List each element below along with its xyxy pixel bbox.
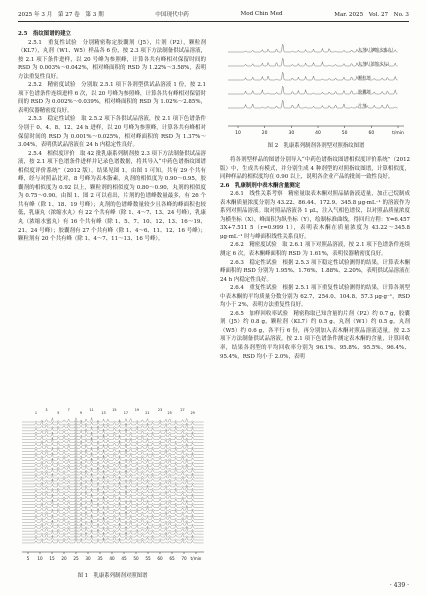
right-column [220,156,410,361]
x-tick-label: 35 [97,556,103,561]
x-tick-label: 65 [169,556,175,561]
x-tick-label: 50 [133,556,139,561]
x-tick-label: 20 [61,556,67,561]
x-tick-label: 40 [315,131,321,136]
chromatogram-trace [22,509,204,513]
paragraph-2-5-4: 2.5.4 相似度评价 取 42 批乳康系列制剂按 2.3 项下方法制备供试品溶液，按 2.1 项下色谱条件进样并记录色谱数据，将其导入“中药色谱指纹图谱相似度评价系统”（2012 版），结果见图 1。由图 1 可知，共有 29 个共有峰，经与对照品比对，8 号峰为表木脂素，丸剂的相似度为 0.90～0.95，胶囊剂的相似度为 0.92 以上，颗粒剂的相似度为 0.80～0.90，丸剂的相似度为 0.75～0.90。由图 1、图 2 可以看出，片剂的色谱峰数量最多，有 26 个共有峰（除 1、18、19 号峰）；丸剂的色谱峰数量较少且各峰的峰面积也较低，乳康丸（浓缩水丸）有 22 个共有峰（除 1、4～7、13、24 号峰），乳康丸（浓缩水蜜丸）有 16 个共有峰（除 1、5、7、10、12、13、16～19、21、24 号峰）；胶囊剂有 27 个共有峰（除 1、4～6、11、12、16 号峰）；颗粒剂有 20 个共有峰（除 1、4～7、11～13、16 号峰）。 [18,150,206,243]
chromatogram-trace [22,486,204,490]
x-tick-label: 15 [49,556,55,561]
figure-1-chromatograms [18,402,207,568]
peak-label: 9 [79,411,83,415]
series-label: 丸剂（浓缩水丸） [358,61,392,66]
peak-label: 7 [67,408,70,412]
chromatogram-trace [22,421,204,425]
section-heading-2-5: 2.5 指纹图谱的建立 [18,31,71,37]
paragraph-similarity: 将各剂型样品的图谱分别导入“中药色谱指纹图谱相似度评价系统”（2012 版）中，生成共有模式，并分别生成 4 种剂型的对照指纹图谱，计算相似度，同种样品的相似度均在 0.90 以上，说明各企业产品的批间一致性良好。 [220,157,410,181]
chromatogram-trace [22,438,204,442]
x-tick-label: 40 [109,556,115,561]
chromatogram-trace [22,418,204,422]
x-tick-label: 20 [261,131,268,136]
page-number: · 439 · [389,582,409,589]
paragraph-2-6-4: 2.6.4 重复性试验 根据 2.5.1 项下重复性试验测得的结果，计算各剂型中表木酮的平均质量分数分别为 62.7、254.0、104.8、57.3 μg·g⁻¹，RSD 均小于 2%，表明方法重复性良好。 [220,285,410,309]
header-journal-cn: 中国现代中药 [155,12,189,18]
chromatogram-trace [22,495,204,499]
series-label: 片剂 [358,103,367,108]
series-trace [228,86,398,94]
chromatogram-trace [22,491,204,495]
peak-label: 27 [180,408,185,412]
chromatogram-trace [22,479,204,483]
peak-label: 13 [101,411,106,415]
chromatogram-trace [22,521,204,525]
paragraph-2-5-2: 2.5.2 精密度试验 分别取 2.5.1 项下各剂型供试品溶液 1 份，按 2.1 项下色谱条件连续进样 6 次，以 20 号峰为参照峰，计算各共有峰相对保留时间的 RSD 为 0.002%～0.039%，相对峰面积的 RSD 为 1.02%～2.85%，表明仪器精密度良好。 [18,82,206,114]
series-trace [228,100,398,108]
left-column [18,30,206,244]
chromatogram-trace [22,424,204,428]
chromatogram-trace [22,483,204,487]
chromatogram-trace [22,515,204,519]
chromatogram-trace [22,530,204,534]
chromatogram-trace [22,524,204,528]
chromatogram-trace [22,444,204,448]
peak-label: 15 [112,408,117,412]
chromatogram-trace [22,471,204,475]
x-tick-label: 25 [73,556,79,561]
chromatogram-trace [22,450,204,454]
chromatogram-trace [22,500,204,504]
chromatogram-trace [22,462,204,466]
paragraph-2-6-1: 2.6.1 线性关系考察 精密量取表木酮对照品储备液适量，加正己烷制成表木酮质量浓度分别为 43.22、86.44、172.9、345.8 μg·mL⁻¹ 的溶液作为系列对照品溶液。取对照品溶液各 1 μL，注入气相色谱仪，以对照品质量浓度为横坐标（X），峰面积为纵坐标（Y），绘制标准曲线，得回归方程：Y=6.457 3X+7.511 5（r=0.999 1），表明表木酮在质量浓度为 43.22～345.8 μg·mL⁻¹ 时与峰面积线性关系良好。 [220,191,410,240]
peak-label: 5 [57,411,60,415]
header-issue-en: Mar. 2025 Vol. 27 No. 3 [334,12,409,18]
x-tick-label: 50 [341,131,348,136]
peak-label: 3 [45,408,48,412]
x-tick-label: 45 [121,556,127,561]
header-issue: 2025 年 3 月 第 27 卷 第 3 期 [18,12,104,18]
paragraph-2-6-2: 2.6.2 精密度试验 取 2.6.1 项下对照品溶液，按 2.1 项下色谱条件连续测定 6 次，表木酮峰面积的 RSD 为 1.61%，表明仪器精密度良好。 [220,242,410,258]
chromatogram-trace [22,506,204,510]
x-tick-label: 10 [37,556,43,561]
chromatogram-trace [22,503,204,507]
peak-label: 17 [123,411,129,415]
chromatogram-trace [22,536,204,540]
peak-label: 11 [89,408,94,412]
peak-label: 19 [134,408,140,412]
peak-label: 25 [167,411,172,415]
chromatogram-trace [22,453,204,457]
peak-label: 23 [157,408,163,412]
paragraph-2-6-3: 2.6.3 稳定性试验 根据 2.5.3 项下稳定性试验测得的结果，计算表木酮峰面积的 RSD 分别为 1.95%、1.76%、1.88%、2.20%，表明供试品溶液在 24 h 内稳定性良好。 [220,259,410,283]
series-label: 丸剂（浓缩水蜜丸） [358,47,396,52]
x-tick-label: 60 [157,556,163,561]
peak-label: 29 [190,411,195,415]
chromatogram-trace [22,527,204,531]
peak-label: 21 [145,411,150,415]
paragraph-2-6-5: 2.6.5 加样回收率试验 精密称取已知含量的片剂（P2）约 0.7 g，胶囊剂（J5）约 0.8 g，颗粒剂（KL7）约 0.5 g，丸剂（W1）约 0.5 g，丸剂（W5）约 0.6 g，各平行 6 份，再分别加入表木酮对照品溶液适量，按 2.3 项下方法制备供试品溶液，按 2.1 项下色谱条件测定表木酮的含量，计算回收率，结果各剂型的平均回收率分别为 96.1%、95.8%、95.5%、96.4%、95.4%，RSD 均小于 2.0%，表明 [220,310,410,360]
x-tick-label: t/min [392,131,404,136]
x-tick-label: 60 [368,131,375,136]
figure-2-chromatograms [222,30,410,138]
x-tick-label: t/min [190,556,202,561]
peak-label: 1 [34,411,38,415]
chromatogram-trace [22,429,204,433]
chromatogram-trace [22,427,204,431]
figure-2-caption: 图 2 乳康系列制剂各剂型对照指纹图谱 [267,143,365,149]
chromatogram-trace [22,447,204,451]
x-tick-label: 30 [85,556,91,561]
chromatogram-trace [22,433,204,437]
chromatogram-trace [22,441,204,445]
page-header [18,9,409,22]
x-tick-label: 30 [288,131,295,136]
chromatogram-trace [22,468,204,472]
x-tick-label: 10 [235,131,241,136]
x-tick-label: 70 [181,556,187,561]
chromatogram-trace [22,489,204,493]
chromatogram-trace [22,533,204,537]
chromatogram-trace [22,465,204,469]
chromatogram-trace [22,474,204,478]
x-tick-label: 5 [26,556,30,561]
header-journal-en: Mod Chin Med [240,11,283,17]
paragraph-2-5-3: 2.5.3 稳定性试验 取 2.5.2 项下各供试品溶液，按 2.1 项下色谱条件分别于 0、4、8、12、24 h 进样，以 20 号峰为参照峰，计算各共有峰相对保留时间的 RSD 为 0.001%～0.025%，相对峰面积的 RSD 为 1.37%～3.04%，表明供试品溶液在 24 h 内稳定性良好。 [18,116,206,149]
figure-1-caption: 图 1 乳康系列制剂对照图谱 [77,573,148,579]
chromatogram-trace [22,459,204,463]
series-label: 胶囊剂 [358,89,371,94]
x-tick-label: 55 [145,556,151,561]
paragraph-2-5-1: 2.5.1 重复性试验 分别精密称定胶囊剂（J5），片剂（P2），颗粒剂（KL7），丸剂（W1、W5）样品各 6 份，按 2.3 项下方法制备供试品溶液，按 2.1 项下条件进样，以 20 号峰为参照峰，计算各共有峰相对保留时间的 RSD 为 0.003%～0.042%，相对峰面积的 RSD 为 1.22%～3.58%，表明方法重复性良好。 [18,39,206,80]
series-trace [228,72,398,80]
series-label: 颗粒剂 [358,75,371,80]
section-heading-2-6: 2.6 乳康制剂中表木酮含量测定 [220,182,301,189]
chromatogram-trace [22,512,204,516]
